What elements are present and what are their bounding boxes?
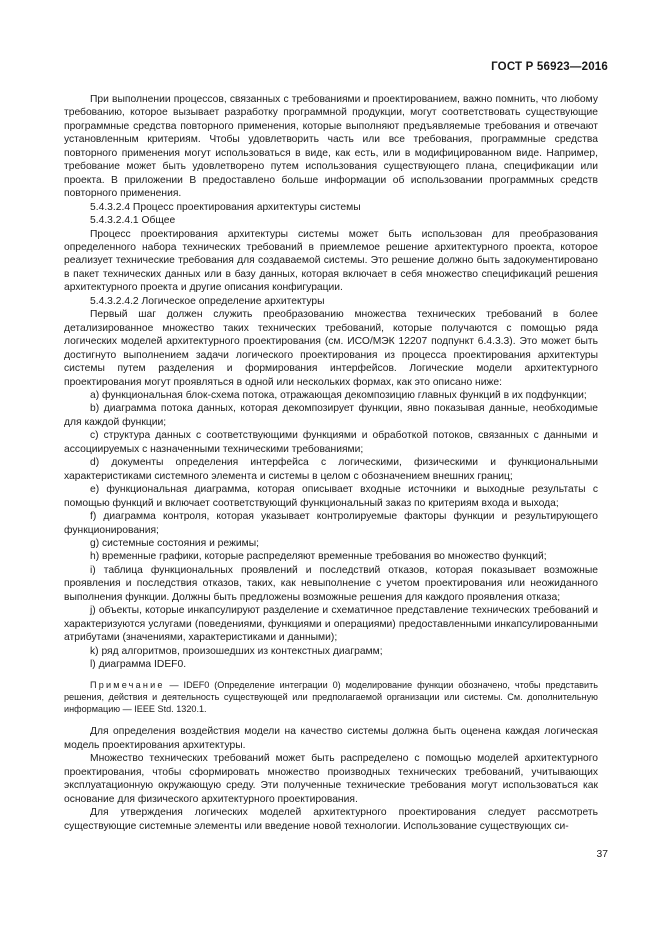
note-block	[64, 679, 598, 715]
architecture-design-paragraph: Процесс проектирования архитектуры системы может быть использован для преобразования определенного набора технических требований в приемлемое решение архитектурного проекта, которое реализует технические требования для создаваемой системы. Это решение должно быть задокументировано в пакет технических данных или в базу данных, которая включает в себя множество спецификаций решения архитектурного проекта и другие описания конфигурации.	[64, 228, 598, 294]
note-label: Примечание	[90, 680, 165, 691]
closing-paragraph-1: Для определения воздействия модели на качество системы должна быть оценена каждая логическая модель проектирования архитектуры.	[64, 726, 598, 751]
page-content	[64, 93, 598, 833]
closing-paragraph-2: Множество технических требований может быть распределено с помощью моделей архитектурного проектирования, чтобы сформировать множество производных технических требований, учитывающих эксплуатационную окружающую среду. Эти полученные технические требования могут использоваться как основание для физического архитектурного проектирования.	[64, 753, 598, 805]
section-heading-5-4-3-2-4-1: 5.4.3.2.4.1 Общее	[90, 215, 176, 227]
list-item-f: f) диаграмма контроля, которая указывает контролируемые факторы функции и результирующего функционирования;	[64, 511, 598, 536]
list-item-h: h) временные графики, которые распределяют временные требования во множество функций;	[90, 551, 547, 563]
list-item-g: g) системные состояния и режимы;	[90, 537, 259, 549]
list-item-a: a) функциональная блок-схема потока, отражающая декомпозицию главных функций в их подфункции;	[90, 389, 587, 401]
logical-definition-paragraph: Первый шаг должен служить преобразованию множества технических требований в более детализированное множество таких технических требований, которые получаются с помощью ряда логических моделей архитектурного проектирования (см. ИСО/МЭК 12207 подпункт 6.4.3.3). Это может быть достигнуто выполнением задачи логического проектирования из процесса проектирования архитектуры системы путем разделения и формирования интерфейсов. Логические модели архитектурного проектирования могут проявляться в одной или нескольких формах, как это описано ниже:	[64, 309, 598, 388]
intro-paragraph: При выполнении процессов, связанных с требованиями и проектированием, важно помнить, что любому требованию, которое вызывает разработку программной продукции, могут соответствовать существующие программные средства повторного применения, которые выполняют предъявляемые требования и отвечают установленным критериям. Чтобы удовлетворить часть или все требования, программные средства повторного применения могут использоваться в виде, как есть, или в модифицированном виде. Например, требование может быть удовлетворено путем использования существующего плана, спецификации или проекта. В приложении В предоставлено больше информации об использовании программных средств повторного применения.	[64, 94, 598, 200]
list-item-b: b) диаграмма потока данных, которая декомпозирует функции, явно показывая данные, необходимые для каждой функции;	[64, 403, 598, 428]
section-heading-5-4-3-2-4-2: 5.4.3.2.4.2 Логическое определение архитектуры	[90, 295, 325, 307]
list-item-d: d) документы определения интерфейса с логическими, физическими и функциональными характеристиками системного элемента и системы в целом с обозначением внешних границ;	[64, 457, 598, 482]
list-item-k: k) ряд алгоритмов, произошедших из контекстных диаграмм;	[90, 645, 383, 657]
list-item-l: l) диаграмма IDEF0.	[90, 659, 187, 671]
list-item-j: j) объекты, которые инкапсулируют разделение и схематичное представление технических требований и характеризуются услугами (поведениями, функциями и операциями) предоставленными инкапсулированными атрибутами (значениями, характеристиками и данными);	[64, 605, 598, 644]
page-number: 37	[596, 849, 608, 860]
document-header: ГОСТ Р 56923—2016	[491, 61, 608, 73]
closing-paragraph-3: Для утверждения логических моделей архитектурного проектирования следует рассмотреть существующие системные элементы или введение новой технологии. Использование существующих си-	[64, 807, 598, 832]
list-item-i: i) таблица функциональных проявлений и последствий отказов, которая показывает возможные проявления и последствия отказов, таких, как невыполнение с учетом проектирования или неожиданного выполнения функции. Должны быть предложены возможные решения для каждого проявления отказа;	[64, 564, 598, 603]
section-heading-5-4-3-2-4: 5.4.3.2.4 Процесс проектирования архитектуры системы	[90, 201, 361, 213]
note-text: — IDEF0 (Определение интеграции 0) моделирование функции обозначено, чтобы представить решения, действия и деятельность существующей или предполагаемой организации или системы. См. дополнительную информацию — IEEE Std. 1320.1.	[64, 680, 598, 715]
list-item-e: e) функциональная диаграмма, которая описывает входные источники и выходные результаты с помощью функций и включает соответствующий функциональный заказ по критериям входа и выхода;	[64, 484, 598, 509]
list-item-c: c) структура данных с соответствующими функциями и обработкой потоков, связанных с данными и ассоциируемых с назначенными техническими требованиями;	[64, 430, 598, 455]
